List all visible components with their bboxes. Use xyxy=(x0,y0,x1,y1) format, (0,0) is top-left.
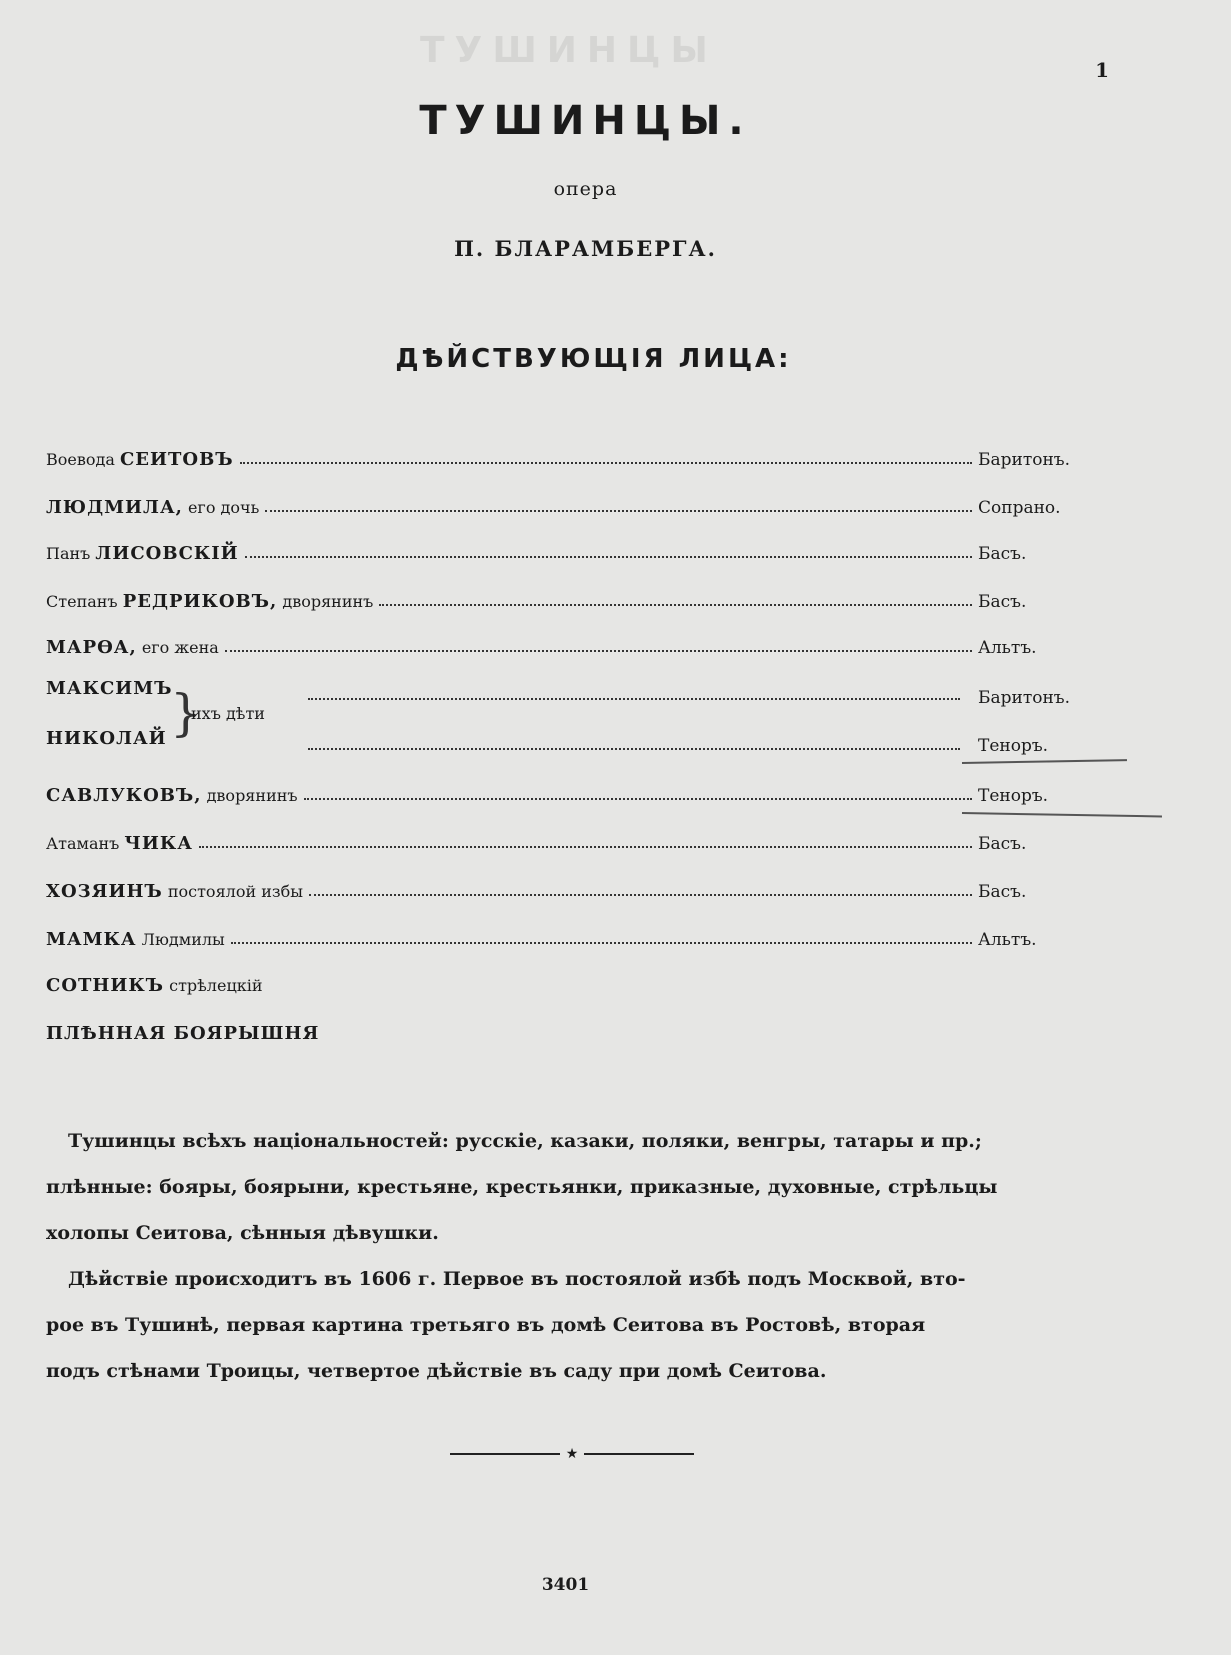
cast-row xyxy=(46,534,1086,564)
ornament-rule xyxy=(584,1453,694,1455)
cast-row xyxy=(46,824,1086,854)
voice-type: Басъ. xyxy=(978,834,1027,854)
dot-leader xyxy=(308,698,960,700)
dot-leader xyxy=(199,846,972,848)
role-name: Воевода СЕИТОВЪ xyxy=(46,449,234,470)
ornament-divider xyxy=(450,1446,694,1462)
sons-group xyxy=(46,678,1086,758)
voice-type: Басъ. xyxy=(978,544,1027,564)
voice-type: Басъ. xyxy=(978,882,1027,902)
role-name: МАКСИМЪ xyxy=(46,678,173,699)
voice-type: Баритонъ. xyxy=(978,450,1071,470)
cast-row xyxy=(46,776,1086,806)
cast-row xyxy=(46,440,1086,470)
composer-name: П. БЛАРАМБЕРГА. xyxy=(454,236,717,261)
dot-leader xyxy=(309,894,972,896)
dot-leader xyxy=(245,556,972,558)
role-name: Степанъ РЕДРИКОВЪ, дворянинъ xyxy=(46,591,374,612)
chorus-line: холопы Сеитова, сѣнныя дѣвушки. xyxy=(46,1222,439,1244)
page-number: 1 xyxy=(1095,58,1109,82)
voice-type: Альтъ. xyxy=(978,930,1037,950)
cast-heading: ДѢЙСТВУЮЩІЯ ЛИЦА: xyxy=(395,344,792,374)
bleed-through-text: ТУШИНЦЫ xyxy=(420,30,718,71)
brace-symbol: } xyxy=(170,684,202,742)
cast-row xyxy=(46,628,1086,658)
opera-subtitle: опера xyxy=(553,178,618,200)
voice-type: Баритонъ. xyxy=(978,688,1071,708)
chorus-line: Тушинцы всѣхъ національностей: русскіе, казаки, поляки, венгры, татары и пр.; xyxy=(68,1130,982,1152)
role-name: Панъ ЛИСОВСКІЙ xyxy=(46,543,239,564)
cast-row xyxy=(46,872,1086,902)
voice-type: Альтъ. xyxy=(978,638,1037,658)
chorus-and-setting xyxy=(46,1118,1086,1394)
dot-leader xyxy=(265,510,972,512)
cast-row xyxy=(46,1014,1086,1044)
cast-row xyxy=(46,920,1086,950)
voice-type: Теноръ. xyxy=(978,786,1049,806)
voice-type: Сопрано. xyxy=(978,498,1061,518)
setting-line: подъ стѣнами Троицы, четвертое дѣйствіе въ саду при домѣ Сеитова. xyxy=(46,1360,827,1382)
cast-row xyxy=(46,966,1086,996)
role-name: ЛЮДМИЛА, его дочь xyxy=(46,497,260,518)
brace-label: ихъ дѣти xyxy=(191,704,265,723)
role-name: Атаманъ ЧИКА xyxy=(46,833,193,854)
dot-leader xyxy=(231,942,972,944)
role-name: ХОЗЯИНЪ постоялой избы xyxy=(46,881,303,902)
dot-leader xyxy=(225,650,972,652)
chorus-line: плѣнные: бояры, боярыни, крестьяне, крестьянки, приказные, духовные, стрѣльцы xyxy=(46,1176,998,1198)
setting-line: рое въ Тушинѣ, первая картина третьяго въ домѣ Сеитова въ Ростовѣ, вторая xyxy=(46,1314,926,1336)
role-name: САВЛУКОВЪ, дворянинъ xyxy=(46,785,298,806)
setting-line: Дѣйствіе происходитъ въ 1606 г. Первое въ постоялой избѣ подъ Москвой, вто- xyxy=(68,1268,966,1290)
dot-leader xyxy=(379,604,972,606)
dot-leader xyxy=(304,798,972,800)
pencil-mark xyxy=(962,812,1162,817)
opera-title: ТУШИНЦЫ. xyxy=(419,98,752,144)
role-name: МАРѲА, его жена xyxy=(46,637,219,658)
role-name: МАМКА Людмилы xyxy=(46,929,225,950)
cast-row xyxy=(46,488,1086,518)
dot-leader xyxy=(240,462,972,464)
voice-type: Теноръ. xyxy=(978,736,1049,756)
dot-leader xyxy=(308,748,960,750)
pencil-mark xyxy=(962,759,1127,764)
role-name: ПЛѢННАЯ БОЯРЫШНЯ xyxy=(46,1023,320,1044)
ornament-rule xyxy=(450,1453,560,1455)
voice-type: Басъ. xyxy=(978,592,1027,612)
role-name: СОТНИКЪ стрѣлецкій xyxy=(46,975,263,996)
star-icon: ★ xyxy=(565,1446,579,1462)
role-name: НИКОЛАЙ xyxy=(46,728,167,749)
plate-number: 3401 xyxy=(541,1575,590,1595)
cast-row xyxy=(46,582,1086,612)
